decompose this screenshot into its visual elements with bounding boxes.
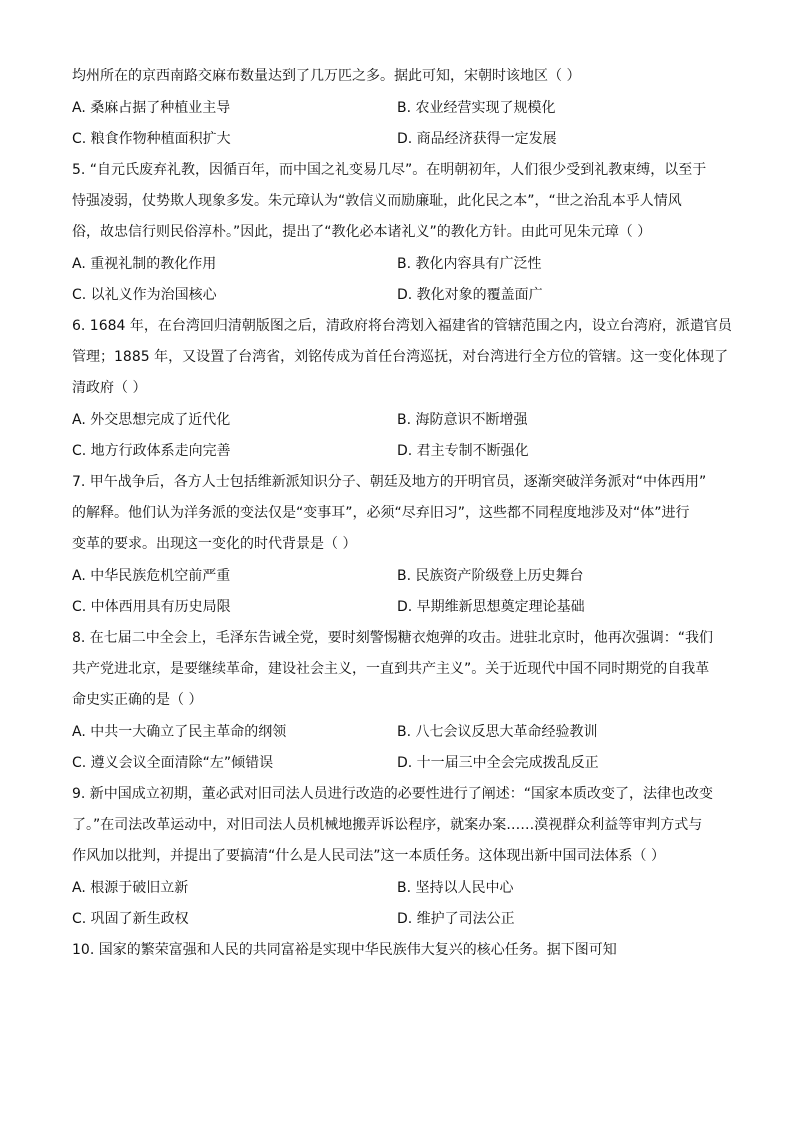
question-stem-line: 作风加以批判，并提出了要搞清“什么是人民司法”这一本质任务。这体现出新中国司法体系（ ） <box>72 848 665 864</box>
option-a: A. 根源于破旧立新 <box>72 880 189 896</box>
question-stem-line: 俗，故忠信行则民俗淳朴。”因此，提出了“教化必本诸礼义”的教化方针。由此可见朱元璋（ ） <box>72 224 652 240</box>
option-c: C. 以礼义作为治国核心 <box>72 287 217 303</box>
option-a: A. 中共一大确立了民主革命的纲领 <box>72 724 287 740</box>
option-b: B. 坚持以人民中心 <box>397 880 514 896</box>
option-c: C. 巩固了新生政权 <box>72 911 189 927</box>
option-d: D. 维护了司法公正 <box>397 911 515 927</box>
option-c: C. 中体西用具有历史局限 <box>72 599 231 615</box>
question-stem-line: 变革的要求。出现这一变化的时代背景是（ ） <box>72 536 357 552</box>
question-stem-line: 了。”在司法改革运动中，对旧司法人员机械地搬弄诉讼程序，就案办案……漠视群众利益等审判方式与 <box>72 817 703 833</box>
question-stem-line: 管理；1885 年，又设置了台湾省，刘铭传成为首任台湾巡抚，对台湾进行全方位的管辖。这一变化体现了 <box>72 349 729 365</box>
question-stem-line: 均州所在的京西南路交麻布数量达到了几万匹之多。据此可知，宋朝时该地区（ ） <box>72 68 581 84</box>
question-stem-line: 5. “自元氏废弃礼教，因循百年，而中国之礼变易几尽”。在明朝初年，人们很少受到礼教束缚，以至于 <box>72 162 707 178</box>
question-stem-line: 恃强凌弱，仗势欺人现象多发。朱元璋认为“敦信义而励廉耻，此化民之本”，“世之治乱本乎人情风 <box>72 193 682 209</box>
option-d: D. 十一届三中全会完成拨乱反正 <box>397 755 599 771</box>
option-d: D. 商品经济获得一定发展 <box>397 131 557 147</box>
option-b: B. 农业经营实现了规模化 <box>397 100 556 116</box>
question-stem-line: 清政府（ ） <box>72 380 147 396</box>
option-a: A. 重视礼制的教化作用 <box>72 256 217 272</box>
question-stem-line: 命史实正确的是（ ） <box>72 692 203 708</box>
option-a: A. 桑麻占据了种植业主导 <box>72 100 231 116</box>
question-stem-line: 的解释。他们认为洋务派的变法仅是“变事耳”，必须“尽弃旧习”，这些都不同程度地涉及对“体”进行 <box>72 505 690 521</box>
question-stem-line: 共产党进北京，是要继续革命，建设社会主义，一直到共产主义”。关于近现代中国不同时期党的自我革 <box>72 661 710 677</box>
option-b: B. 八七会议反思大革命经验教训 <box>397 724 598 740</box>
option-d: D. 君主专制不断强化 <box>397 443 529 459</box>
question-stem-line: 7. 甲午战争后，各方人士包括维新派知识分子、朝廷及地方的开明官员，逐渐突破洋务派对“中体西用” <box>72 474 707 490</box>
question-stem-line: 6. 1684 年，在台湾回归清朝版图之后，清政府将台湾划入福建省的管辖范围之内，设立台湾府，派遣官员 <box>72 318 732 334</box>
option-c: C. 地方行政体系走向完善 <box>72 443 231 459</box>
option-d: D. 教化对象的覆盖面广 <box>397 287 543 303</box>
option-b: B. 海防意识不断增强 <box>397 412 528 428</box>
option-a: A. 中华民族危机空前严重 <box>72 568 231 584</box>
option-c: C. 遵义会议全面清除“左”倾错误 <box>72 755 274 771</box>
option-c: C. 粮食作物种植面积扩大 <box>72 131 231 147</box>
option-a: A. 外交思想完成了近代化 <box>72 412 231 428</box>
question-stem-line: 9. 新中国成立初期，董必武对旧司法人员进行改造的必要性进行了阐述：“国家本质改变了，法律也改变 <box>72 786 714 802</box>
option-b: B. 民族资产阶级登上历史舞台 <box>397 568 584 584</box>
question-stem-line: 10. 国家的繁荣富强和人民的共同富裕是实现中华民族伟大复兴的核心任务。据下图可知 <box>72 942 617 958</box>
question-stem-line: 8. 在七届二中全会上，毛泽东告诫全党，要时刻警惕糖衣炮弹的攻击。进驻北京时，他再次强调：“我们 <box>72 630 714 646</box>
option-b: B. 教化内容具有广泛性 <box>397 256 542 272</box>
option-d: D. 早期维新思想奠定理论基础 <box>397 599 585 615</box>
